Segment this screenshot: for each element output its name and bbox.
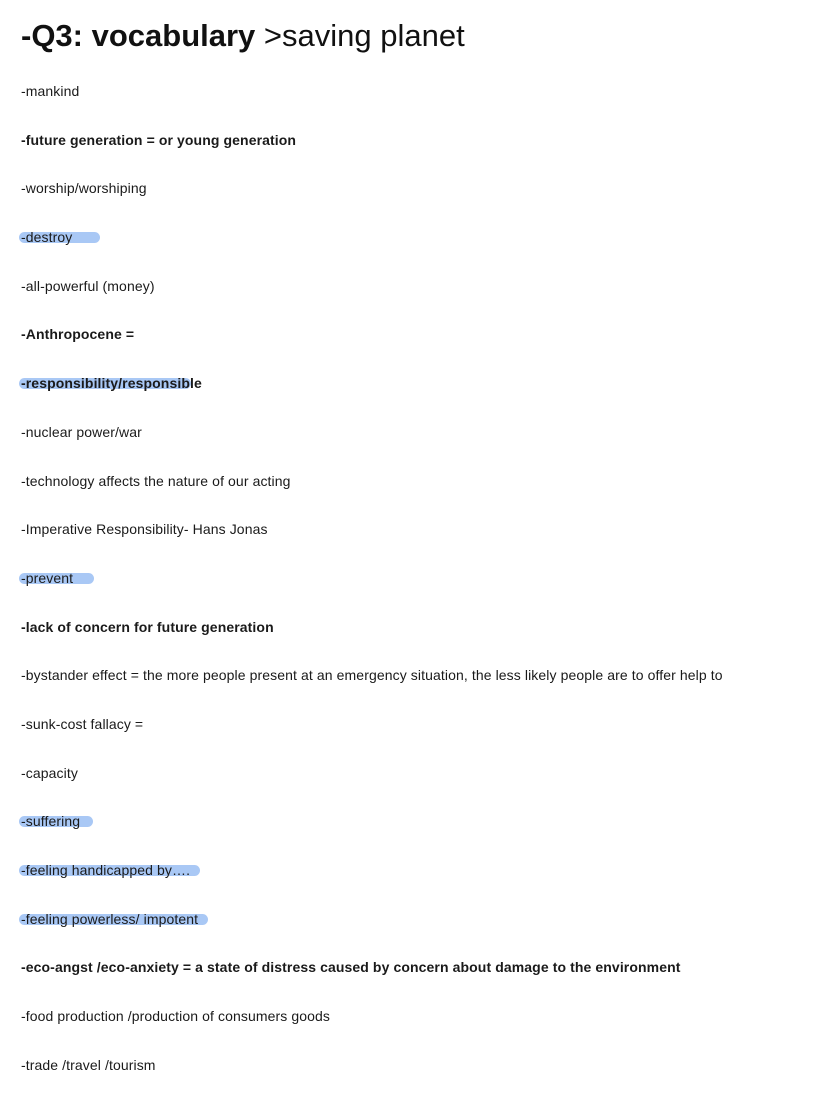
highlighted-text — [21, 226, 72, 248]
vocab-line — [21, 810, 821, 859]
vocabulary-list — [21, 80, 821, 1102]
vocab-line — [21, 956, 821, 1005]
vocab-text: -Anthropocene = — [21, 326, 135, 343]
vocab-line — [21, 80, 821, 129]
vocab-text: -responsibility/responsible — [21, 375, 202, 392]
vocab-text: -feeling handicapped by…. — [21, 862, 191, 878]
vocab-line — [21, 1054, 821, 1102]
highlighted-text — [21, 810, 80, 832]
vocab-line — [21, 372, 821, 421]
vocab-text: -trade /travel /tourism — [21, 1056, 156, 1073]
title-normal-part: >saving planet — [255, 18, 465, 53]
highlighted-text — [21, 372, 202, 394]
vocab-line — [21, 762, 821, 811]
vocab-text: -capacity — [21, 764, 78, 781]
vocab-text: -worship/worshiping — [21, 180, 147, 197]
vocab-line — [21, 908, 821, 957]
page-title — [21, 16, 465, 56]
vocab-line — [21, 421, 821, 470]
vocab-text: -lack of concern for future generation — [21, 618, 274, 635]
vocab-text: -nuclear power/war — [21, 423, 142, 440]
vocab-line — [21, 470, 821, 519]
vocab-line — [21, 567, 821, 616]
vocab-text: -feeling powerless/ impotent — [21, 910, 199, 927]
vocab-text: -destroy — [21, 229, 73, 246]
vocab-text: -mankind — [21, 83, 80, 99]
vocab-line — [21, 518, 821, 567]
vocab-text: -Imperative Responsibility- Hans Jonas — [21, 521, 268, 538]
vocab-text: -food production /production of consumers goods — [21, 1008, 330, 1025]
vocab-line — [21, 226, 821, 275]
vocab-line — [21, 177, 821, 226]
vocab-text: -eco-angst /eco-anxiety = a state of distress caused by concern about damage to the environment — [21, 959, 681, 976]
highlighted-text — [21, 859, 190, 881]
vocab-line — [21, 859, 821, 908]
highlighted-text — [21, 567, 73, 589]
vocab-text: -technology affects the nature of our acting — [21, 472, 291, 489]
vocab-text: -future generation = or young generation — [21, 131, 297, 148]
vocab-line — [21, 129, 821, 178]
vocab-text: -all-powerful (money) — [21, 277, 155, 294]
vocab-line — [21, 616, 821, 665]
vocab-line — [21, 1005, 821, 1054]
vocab-text: -prevent — [21, 569, 74, 586]
vocab-line — [21, 323, 821, 372]
vocab-line — [21, 275, 821, 324]
vocab-text: -sunk-cost fallacy = — [21, 715, 144, 732]
title-bold-part: -Q3: vocabulary — [21, 18, 256, 53]
vocab-line — [21, 664, 821, 713]
vocab-line — [21, 713, 821, 762]
vocab-text: -bystander effect = the more people present at an emergency situation, the less likely people are to offer help to — [21, 667, 723, 684]
highlighted-text — [21, 908, 198, 930]
vocab-text: -suffering — [21, 813, 81, 830]
